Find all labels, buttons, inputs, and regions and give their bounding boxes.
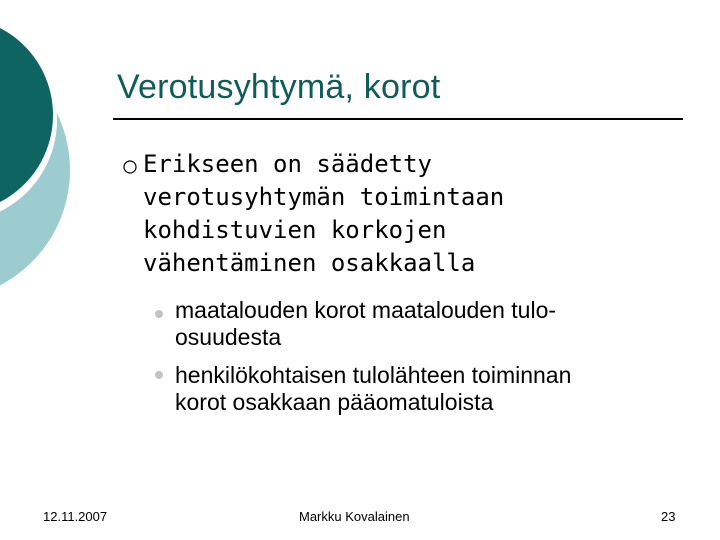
main-bullet-line: verotusyhtymän toimintaan — [143, 183, 505, 211]
main-bullet-line: kohdistuvien korkojen — [143, 216, 447, 244]
dot-bullet-icon — [155, 310, 163, 318]
dot-bullet-icon — [155, 371, 163, 379]
sub-bullet-line: henkilökohtaisen tulolähteen toiminnan — [175, 362, 572, 388]
footer-author: Markku Kovalainen — [299, 509, 410, 524]
main-bullet-line: vähentäminen osakkaalla — [143, 249, 476, 277]
sub-bullet-text-1 — [175, 297, 685, 351]
title-divider — [113, 118, 683, 120]
footer-date: 12.11.2007 — [43, 509, 108, 524]
main-bullet-line: Erikseen on säädetty — [143, 150, 432, 178]
footer-page-number: 23 — [661, 509, 676, 524]
hollow-circle-bullet-icon — [118, 155, 142, 179]
sub-bullet-line: osuudesta — [175, 324, 282, 350]
corner-decoration — [0, 0, 120, 300]
main-bullet-text — [143, 148, 643, 280]
slide-title: Verotusyhtymä, korot — [117, 68, 441, 106]
sub-bullet-text-2 — [175, 362, 685, 416]
sub-bullet-line: korot osakkaan pääomatuloista — [175, 389, 494, 415]
sub-bullet-line: maatalouden korot maatalouden tulo- — [175, 297, 557, 323]
